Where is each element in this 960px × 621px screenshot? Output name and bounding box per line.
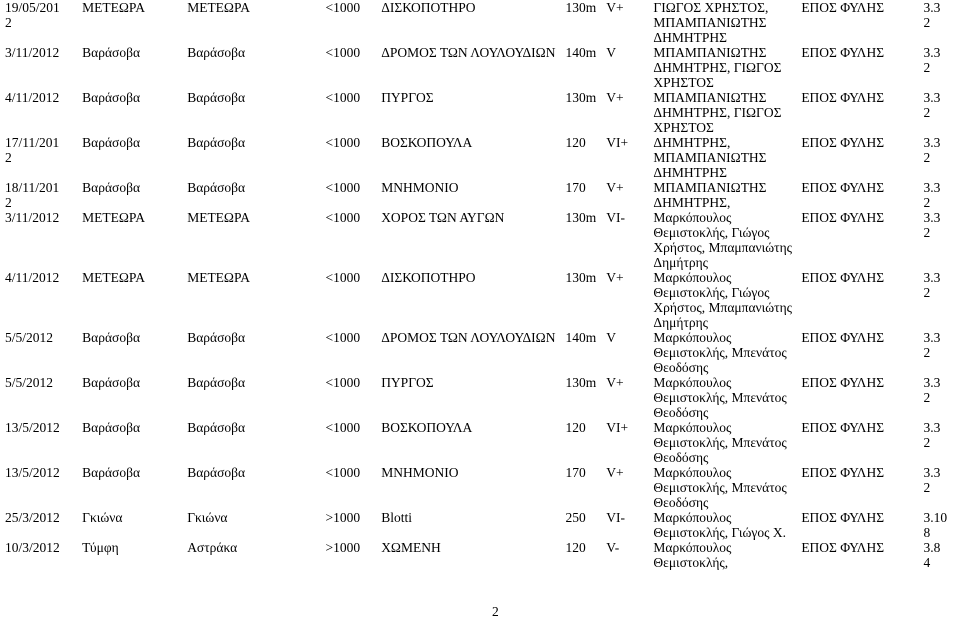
route-cell: Blotti — [381, 510, 412, 525]
ref-cell: 3.3 2 — [923, 330, 941, 360]
date-cell: 5/5/2012 — [5, 375, 54, 390]
length-cell: 170 — [565, 465, 586, 480]
peak-cell: Αστράκα — [187, 540, 238, 555]
table-row — [3, 0, 958, 45]
club-cell: ΕΠΟΣ ΦΥΛΗΣ — [801, 135, 885, 150]
table-row — [3, 180, 958, 210]
route-cell: ΔΙΣΚΟΠΟΤΗΡΟ — [381, 0, 476, 15]
route-cell: ΔΙΣΚΟΠΟΤΗΡΟ — [381, 270, 476, 285]
team-cell: ΔΗΜΗΤΡΗΣ, ΜΠΑΜΠΑΝΙΩΤΗΣ ΔΗΜΗΤΡΗΣ — [653, 135, 767, 180]
ref-cell: 3.8 4 — [923, 540, 941, 570]
peak-cell: Βαράσοβα — [187, 420, 246, 435]
date-cell: 13/5/2012 — [5, 420, 60, 435]
date-cell: 3/11/2012 — [5, 210, 60, 225]
table-row — [3, 270, 958, 330]
route-cell: ΠΥΡΓΟΣ — [381, 90, 434, 105]
table-row — [3, 45, 958, 90]
length-cell: 130m — [565, 0, 597, 15]
route-cell: ΠΥΡΓΟΣ — [381, 375, 434, 390]
altitude-cell: <1000 — [325, 90, 361, 105]
table-row — [3, 540, 958, 570]
grade-cell: V+ — [606, 180, 624, 195]
altitude-cell: <1000 — [325, 45, 361, 60]
length-cell: 130m — [565, 210, 597, 225]
region-cell: Τύμφη — [82, 540, 119, 555]
table-row — [3, 510, 958, 540]
route-cell: ΧΟΡΟΣ ΤΩΝ ΑΥΓΩΝ — [381, 210, 505, 225]
peak-cell: Βαράσοβα — [187, 45, 246, 60]
team-cell: Μαρκόπουλος Θεμιστοκλής, Γιώγος Χρήστος, Μπαμπανιώτης Δημήτρης — [653, 270, 792, 330]
peak-cell: Βαράσοβα — [187, 330, 246, 345]
date-cell: 25/3/2012 — [5, 510, 60, 525]
length-cell: 130m — [565, 270, 597, 285]
peak-cell: ΜΕΤΕΩΡΑ — [187, 210, 250, 225]
peak-cell: Γκιώνα — [187, 510, 228, 525]
peak-cell: Βαράσοβα — [187, 465, 246, 480]
altitude-cell: >1000 — [325, 540, 361, 555]
ref-cell: 3.3 2 — [923, 465, 941, 495]
ref-cell: 3.10 8 — [923, 510, 948, 540]
ref-cell: 3.3 2 — [923, 420, 941, 450]
route-cell: ΒΟΣΚΟΠΟΥΛΑ — [381, 420, 473, 435]
ref-cell: 3.3 2 — [923, 180, 941, 210]
team-cell: Μαρκόπουλος Θεμιστοκλής, Γιώγος Χρήστος, Μπαμπανιώτης Δημήτρης — [653, 210, 792, 270]
climbs-table — [3, 0, 958, 570]
length-cell: 140m — [565, 330, 597, 345]
route-cell: ΒΟΣΚΟΠΟΥΛΑ — [381, 135, 473, 150]
table-row — [3, 210, 958, 270]
page-number: 2 — [492, 604, 499, 619]
team-cell: Μαρκόπουλος Θεμιστοκλής, Μπενάτος Θεοδόσης — [653, 375, 787, 420]
peak-cell: Βαράσοβα — [187, 180, 246, 195]
length-cell: 130m — [565, 375, 597, 390]
ref-cell: 3.3 2 — [923, 45, 941, 75]
table-row — [3, 330, 958, 375]
club-cell: ΕΠΟΣ ΦΥΛΗΣ — [801, 270, 885, 285]
club-cell: ΕΠΟΣ ΦΥΛΗΣ — [801, 210, 885, 225]
route-cell: ΜΝΗΜΟΝΙΟ — [381, 465, 459, 480]
length-cell: 120 — [565, 420, 586, 435]
region-cell: ΜΕΤΕΩΡΑ — [82, 0, 145, 15]
altitude-cell: <1000 — [325, 0, 361, 15]
region-cell: Βαράσοβα — [82, 330, 141, 345]
ref-cell: 3.3 2 — [923, 270, 941, 300]
grade-cell: V+ — [606, 270, 624, 285]
club-cell: ΕΠΟΣ ΦΥΛΗΣ — [801, 180, 885, 195]
route-cell: ΔΡΟΜΟΣ ΤΩΝ ΛΟΥΛΟΥΔΙΩΝ — [381, 45, 556, 60]
route-cell: ΔΡΟΜΟΣ ΤΩΝ ΛΟΥΛΟΥΔΙΩΝ — [381, 330, 556, 345]
team-cell: Μαρκόπουλος Θεμιστοκλής, Μπενάτος Θεοδόσης — [653, 465, 787, 510]
region-cell: Βαράσοβα — [82, 135, 141, 150]
ref-cell: 3.3 2 — [923, 210, 941, 240]
region-cell: Βαράσοβα — [82, 465, 141, 480]
club-cell: ΕΠΟΣ ΦΥΛΗΣ — [801, 420, 885, 435]
peak-cell: Βαράσοβα — [187, 135, 246, 150]
region-cell: Γκιώνα — [82, 510, 123, 525]
table-row — [3, 375, 958, 420]
region-cell: ΜΕΤΕΩΡΑ — [82, 270, 145, 285]
team-cell: ΜΠΑΜΠΑΝΙΩΤΗΣ ΔΗΜΗΤΡΗΣ, — [653, 180, 767, 210]
peak-cell: ΜΕΤΕΩΡΑ — [187, 0, 250, 15]
altitude-cell: <1000 — [325, 465, 361, 480]
ref-cell: 3.3 2 — [923, 90, 941, 120]
grade-cell: V- — [606, 540, 620, 555]
date-cell: 4/11/2012 — [5, 270, 60, 285]
ref-cell: 3.3 2 — [923, 375, 941, 405]
grade-cell: V+ — [606, 0, 624, 15]
team-cell: ΓΙΩΓΟΣ ΧΡΗΣΤΟΣ, ΜΠΑΜΠΑΝΙΩΤΗΣ ΔΗΜΗΤΡΗΣ — [653, 0, 769, 45]
grade-cell: V — [606, 45, 616, 60]
club-cell: ΕΠΟΣ ΦΥΛΗΣ — [801, 90, 885, 105]
table-row — [3, 465, 958, 510]
grade-cell: VI- — [606, 510, 625, 525]
grade-cell: V+ — [606, 90, 624, 105]
date-cell: 19/05/201 2 — [5, 0, 60, 30]
altitude-cell: <1000 — [325, 180, 361, 195]
route-cell: ΜΝΗΜΟΝΙΟ — [381, 180, 459, 195]
altitude-cell: <1000 — [325, 270, 361, 285]
date-cell: 18/11/201 2 — [5, 180, 60, 210]
date-cell: 10/3/2012 — [5, 540, 60, 555]
region-cell: Βαράσοβα — [82, 420, 141, 435]
table-row — [3, 420, 958, 465]
altitude-cell: <1000 — [325, 375, 361, 390]
grade-cell: V — [606, 330, 616, 345]
date-cell: 17/11/201 2 — [5, 135, 60, 165]
altitude-cell: <1000 — [325, 420, 361, 435]
grade-cell: VI+ — [606, 135, 629, 150]
club-cell: ΕΠΟΣ ΦΥΛΗΣ — [801, 540, 885, 555]
grade-cell: V+ — [606, 375, 624, 390]
table-row — [3, 135, 958, 180]
club-cell: ΕΠΟΣ ΦΥΛΗΣ — [801, 510, 885, 525]
date-cell: 5/5/2012 — [5, 330, 54, 345]
length-cell: 120 — [565, 135, 586, 150]
team-cell: ΜΠΑΜΠΑΝΙΩΤΗΣ ΔΗΜΗΤΡΗΣ, ΓΙΩΓΟΣ ΧΡΗΣΤΟΣ — [653, 90, 782, 135]
length-cell: 140m — [565, 45, 597, 60]
club-cell: ΕΠΟΣ ΦΥΛΗΣ — [801, 330, 885, 345]
date-cell: 4/11/2012 — [5, 90, 60, 105]
length-cell: 250 — [565, 510, 586, 525]
altitude-cell: <1000 — [325, 135, 361, 150]
length-cell: 130m — [565, 90, 597, 105]
region-cell: Βαράσοβα — [82, 45, 141, 60]
ref-cell: 3.3 2 — [923, 135, 941, 165]
region-cell: Βαράσοβα — [82, 375, 141, 390]
club-cell: ΕΠΟΣ ΦΥΛΗΣ — [801, 0, 885, 15]
club-cell: ΕΠΟΣ ΦΥΛΗΣ — [801, 45, 885, 60]
date-cell: 13/5/2012 — [5, 465, 60, 480]
region-cell: ΜΕΤΕΩΡΑ — [82, 210, 145, 225]
peak-cell: Βαράσοβα — [187, 90, 246, 105]
peak-cell: ΜΕΤΕΩΡΑ — [187, 270, 250, 285]
ref-cell: 3.3 2 — [923, 0, 941, 30]
team-cell: Μαρκόπουλος Θεμιστοκλής, Μπενάτος Θεοδόσης — [653, 420, 787, 465]
team-cell: Μαρκόπουλος Θεμιστοκλής, Μπενάτος Θεοδόσης — [653, 330, 787, 375]
region-cell: Βαράσοβα — [82, 90, 141, 105]
altitude-cell: <1000 — [325, 210, 361, 225]
length-cell: 120 — [565, 540, 586, 555]
date-cell: 3/11/2012 — [5, 45, 60, 60]
altitude-cell: >1000 — [325, 510, 361, 525]
region-cell: Βαράσοβα — [82, 180, 141, 195]
grade-cell: VI- — [606, 210, 625, 225]
team-cell: Μαρκόπουλος Θεμιστοκλής, Γιώγος Χ. — [653, 510, 786, 540]
peak-cell: Βαράσοβα — [187, 375, 246, 390]
club-cell: ΕΠΟΣ ΦΥΛΗΣ — [801, 465, 885, 480]
club-cell: ΕΠΟΣ ΦΥΛΗΣ — [801, 375, 885, 390]
altitude-cell: <1000 — [325, 330, 361, 345]
table-body — [3, 0, 958, 570]
grade-cell: VI+ — [606, 420, 629, 435]
grade-cell: V+ — [606, 465, 624, 480]
length-cell: 170 — [565, 180, 586, 195]
table-row — [3, 90, 958, 135]
route-cell: ΧΩΜΕΝΗ — [381, 540, 441, 555]
team-cell: ΜΠΑΜΠΑΝΙΩΤΗΣ ΔΗΜΗΤΡΗΣ, ΓΙΩΓΟΣ ΧΡΗΣΤΟΣ — [653, 45, 782, 90]
team-cell: Μαρκόπουλος Θεμιστοκλής, — [653, 540, 732, 570]
